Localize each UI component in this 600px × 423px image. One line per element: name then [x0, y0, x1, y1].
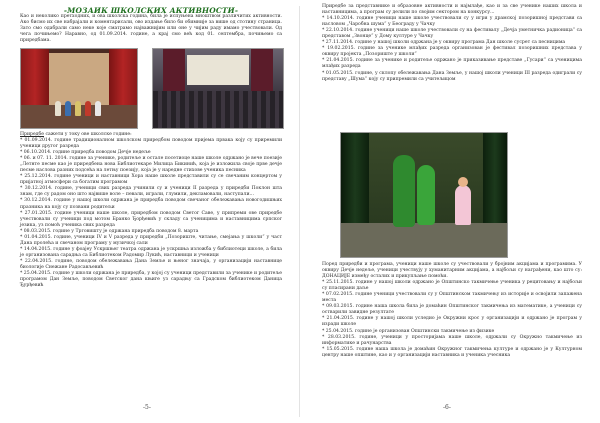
list-item: * 27.11.2014. године у нашој школи одржана је у оквиру програма Дан школе сусрет са песницима: [322, 40, 566, 46]
play-photo: [340, 132, 508, 258]
list-item: * 22.04.2015. године, поводом обележавања Дана Земље и њеног значаја, у организацији наставнице биологије Снежане Радосављевић: [20, 258, 282, 270]
list-item: * 25.04.2015. године је организован Општински такмичење из физике: [322, 328, 495, 334]
list-item: * 21.04.2015. године за ученике и родитеље одржано је приказивање представе „Гусари“ са ученицима млађих разреда: [322, 58, 582, 70]
list-item: * 14.04.2015. године у фоајеу Ускршњег театра одржана је ускршња изложба у библиотеци школе, а била је организована сарадња са Библиотеком Радомир Лукић, наставници и ученици: [20, 246, 282, 258]
list-item: * 30.12.2014. године у нашој школи одржана је приредба поводом свечаног обележавања новогодишњих празника на коју су позвани родитељи: [20, 198, 282, 210]
list-item: * 21.04.2015. године у нашој школи уследио је Окружни крос у организацији и одржано је програм у изради школе: [322, 316, 582, 328]
list-item: * 08.03.2015. године у Трговишту је одржана приредба поводом 8. марта: [20, 228, 199, 234]
after-photo-paragraph: Поред приредби и програма, ученици наше школе су учествовали у бројним акцијама и програмима. У оквиру Дечје недеље, ученици учествују у хуманитарним акцијама, а најбољи су награђени, као што су: ДОНАЦИЈЕ између осталих и прикупљање помоћи.: [322, 262, 582, 280]
left-item-list: [20, 138, 282, 289]
list-item: * 09.03.2015. године наша школа била је домаћин Општинског такмичења из математике, а ученици су остварили завидне резултате: [322, 304, 582, 316]
list-item: * 06. и 07. 11. 2014. године за ученике, родитеље и остале посетиоце наше школе одржано је вече поезије „Летнте песме као је приредбена нова Библиотекаре Милица Бикинић, која је изложила своје прве дечје песме наслова разних подсећа на летњу поезију, која је у наредне стихове ученика песника: [20, 156, 282, 174]
list-item: * 25.11.2015. године у нашој школи одржано је Општинско такмичење ученика у рецитовању и најбољи су пласирани даље: [322, 280, 582, 292]
auditorium-photo: [152, 48, 284, 129]
stage-photo: [20, 48, 138, 129]
page-number-right: -6-: [443, 404, 451, 411]
list-item: * 01.04.2015. године, ученици IV и V разреда у приредби „Позориште, читање, смејања у школи“ у част Дана пролећа и свечаном програму у музичкој сали: [20, 234, 282, 246]
list-item: * 25.04.2015. године у школи одржана је приредба, у којој су ученици представили за ученике и родитеље програмом Дан Земље, поводом Светског дана књиге уз сарадњу са Градском библиотеком Даница Ђурђевић: [20, 271, 282, 289]
list-heading-text: сажети у току ове школске године:: [43, 132, 132, 137]
right-intro: Приредбе за представнике и образовне активности и најмлађе, као и за све ученике наших школа и наставницима, а програм су делили по својим сектором на конкурсу...: [322, 4, 582, 16]
list-item: * 28.03.2015. године, ученици у просторијама наше школе, одржали су Окружно такмичење из информатике и рачунарства: [322, 334, 582, 346]
list-heading-underline: Приредбе: [20, 132, 44, 137]
right-item-list: [322, 4, 582, 83]
list-item: * 06.10.2014. године приредба поводом Дечје недеље: [20, 150, 151, 156]
list-item: * 27.01.2015. године ученици наше школе, приредбом поводом Светог Саве, у припреми ове приредбе учествовали су ученици под мотом Бранко Ђорђевић у складу са ученицима и наставницима српског језика, уз помоћ ученика свих разреда: [20, 210, 282, 228]
list-item: * 01.09.2014. године традиционалном школском приредбом поводом пријема првака коју су приремили ученици другог разреда: [20, 138, 282, 150]
list-item: * 01.05.2015. године, у склопу обележавања Дана Земље, у нашој школи ученици III разреда одиграли су представу „Шума“ коју су припремили са учитељицом: [322, 70, 582, 82]
section-title: -МОЗАИК ШКОЛСКИХ АКТИВНОСТИ-: [63, 6, 239, 15]
intro-paragraph: Као и неколико претходних, и ова школска година, била је испуњена мноштвом различитих активности. Ако бисмо их све набрајали и коментарисали, ово издање било би обимније за више од стотину страница. Зато смо одабрали само неке које сматрамо најважнијим или оне у чијим раду имамо учествовали. Од чега почињемо? Наравно, од 01.09.2014. године, а крај смо већ код 01. септембра, почињемо са приредбама.: [20, 14, 282, 44]
right-after-list: [322, 262, 582, 359]
list-item: * 14.10.2014. године ученици наше школе учествовали су у игри у драмској позоришној представи са насловом „Чаробна шума“ у Београду у Чачку: [322, 16, 582, 28]
list-item: * 07.02.2015. године ученици учествовали су у Општинском такмичењу из историје и освојили запажена места: [322, 292, 582, 304]
list-item: * 19.02.2015. године за ученике млађих разреда организован је фестивал позоришних представа у оквиру пројекта „Позориште у школи“: [322, 46, 582, 58]
list-item: * 30.12.2014. године, ученици свих разреда учинили су и ученици II разреда у приредби Поклон шта знам, где су радом оно што највише воле – певали, играли, глумили, декламовали, наступали...: [20, 186, 282, 198]
list-item: * 15.05.2015. године наша школа је домаћин Окружног такмичења културе и одржано је у Културном центру наше општине, као и у организацији наставника и ученика учесника: [322, 346, 582, 358]
list-item: * 22.10.2014. године ученици наше школе учествовали су на фестивалу „Дечја уметничка радионица“ са представом „Звонце“ у Дому културе у Чачку: [322, 28, 582, 40]
page-number-left: -5-: [143, 404, 151, 411]
list-item: * 25.12.2014. године ученици и наставници Хора наше школе представили су се свечаним концертом у пријатној атмосфери са богатим програмом: [20, 174, 282, 186]
